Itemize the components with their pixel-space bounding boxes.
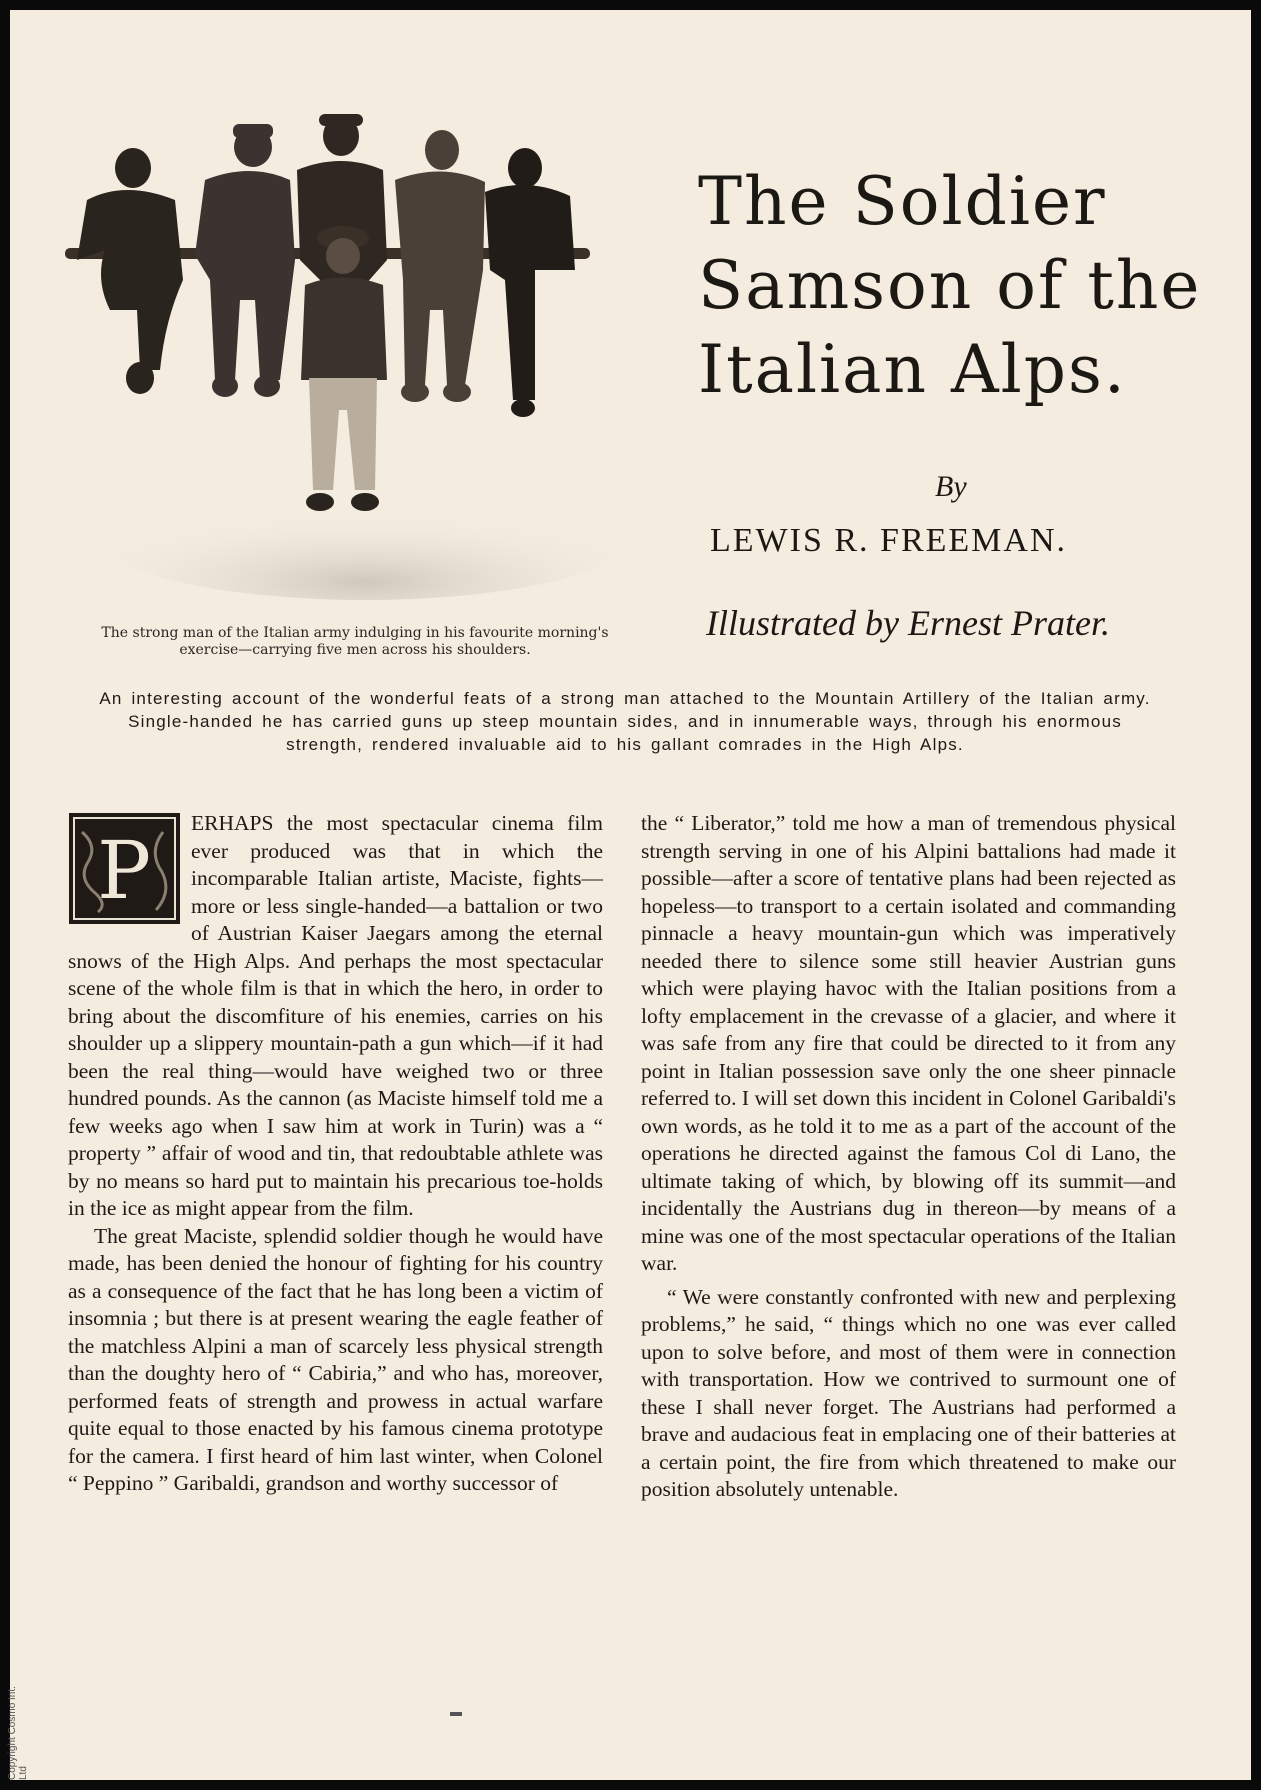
decorated-initial-p-icon xyxy=(68,812,181,925)
body-paragraph-3: the “ Liberator,” told me how a man of tremendous physical strength serving in one of his Alpini battalions had made it possible—after a score of tentative plans had been rejected as hopeless—to transport to a certain isolated and commanding pinnacle a heavy mountain-gun which was imperatively needed there to silence some still heavier Austrian guns which were playing havoc with the Italian positions from a lofty emplacement in the crevasse of a glacier, and where it was safe from any fire that could be directed to it from any point in Italian possession save only the one sheer pinnacle referred to. I will set down this incident in Colonel Garibaldi's own words, as he told it to me as a part of the account of the operations he directed against the famous Col di Lano, the ultimate taking of which, by blowing off its summit—and incidentally the Austrians dug in thereon—by means of a mine was one of the most spectacular operations of the Italian war. xyxy=(641,811,1176,1275)
author-name: LEWIS R. FREEMAN. xyxy=(710,522,1067,559)
illustrator-credit: Illustrated by Ernest Prater. xyxy=(706,603,1110,643)
svg-text:P: P xyxy=(97,824,151,917)
body-column-left xyxy=(68,810,603,1498)
body-paragraph-2: The great Maciste, splendid soldier though he would have made, has been denied the honour of fighting for his country as a consequence of the fact that he has long been a victim of insomnia ; but there is at present wearing the eagle feather of the matchless Alpini a man of scarcely less physical strength than the doughty hero of “ Cabiria,” and who has, moreover, performed feats of strength and prowess in actual warfare quite equal to those enacted by his famous cinema prototype for the camera. I first heard of him last winter, when Colonel “ Peppino ” Garibaldi, grandson and worthy successor of xyxy=(68,1223,603,1495)
photo-caption: The strong man of the Italian army indulging in his favourite morning's exercise—carrying five men across his shoulders. xyxy=(101,625,609,658)
body-column-right xyxy=(641,810,1176,1504)
copyright-notice: Copyright Cosmo Int. Ltd xyxy=(7,1686,29,1780)
page-mark xyxy=(450,1712,462,1716)
body-paragraph-1 xyxy=(68,810,603,1223)
title-line-2: Samson of the xyxy=(698,247,1202,324)
title-line-1: The Soldier xyxy=(698,163,1107,240)
paragraph-1-text: ERHAPS the most spectacular cinema film ever produced was that in which the incomparable Italian artiste, Maciste, fights—more or less single-handed—a battalion or two of Austrian Kaiser Jaegars among the eternal snows of the High Alps. And perhaps the most spectacular scene of the whole film is that in which the hero, in order to bring about the discomfiture of his enemies, carries on his shoulder up a slippery mountain-path a gun which—if it had been the real thing—would have weighed two or three hundred pounds. As the cannon (as Maciste himself told me a few weeks ago when I saw him at work in Turin) was a “ property ” affair of wood and tin, that redoubtable athlete was by no means so hard put to maintain his precarious toe-holds in the ice as might appear from the film. xyxy=(68,811,603,1220)
body-paragraph-4: “ We were constantly confronted with new and perplexing problems,” he said, “ things which no one was ever called upon to solve before, and most of them were in connection with transportation. How we contrived to surmount one of these I shall never forget. The Austrians had performed a brave and audacious feat in emplacing one of their batteries at a certain point, the fire from which threatened to make our position absolutely untenable. xyxy=(641,1284,1176,1501)
article-title xyxy=(698,160,1238,412)
title-line-3: Italian Alps. xyxy=(698,331,1127,408)
article-standfirst: An interesting account of the wonderful feats of a strong man attached to the Mountain Artillery of the Italian army. Single-handed he has carried guns up steep mountain sides, and in innumerable ways, through his enormous strength, rendered invaluable aid to his gallant comrades in the High Alps. xyxy=(99,689,1151,754)
magazine-page xyxy=(7,10,1251,1780)
photo-strongman-carrying-five-men xyxy=(65,110,645,610)
byline-prefix: By xyxy=(935,470,967,503)
